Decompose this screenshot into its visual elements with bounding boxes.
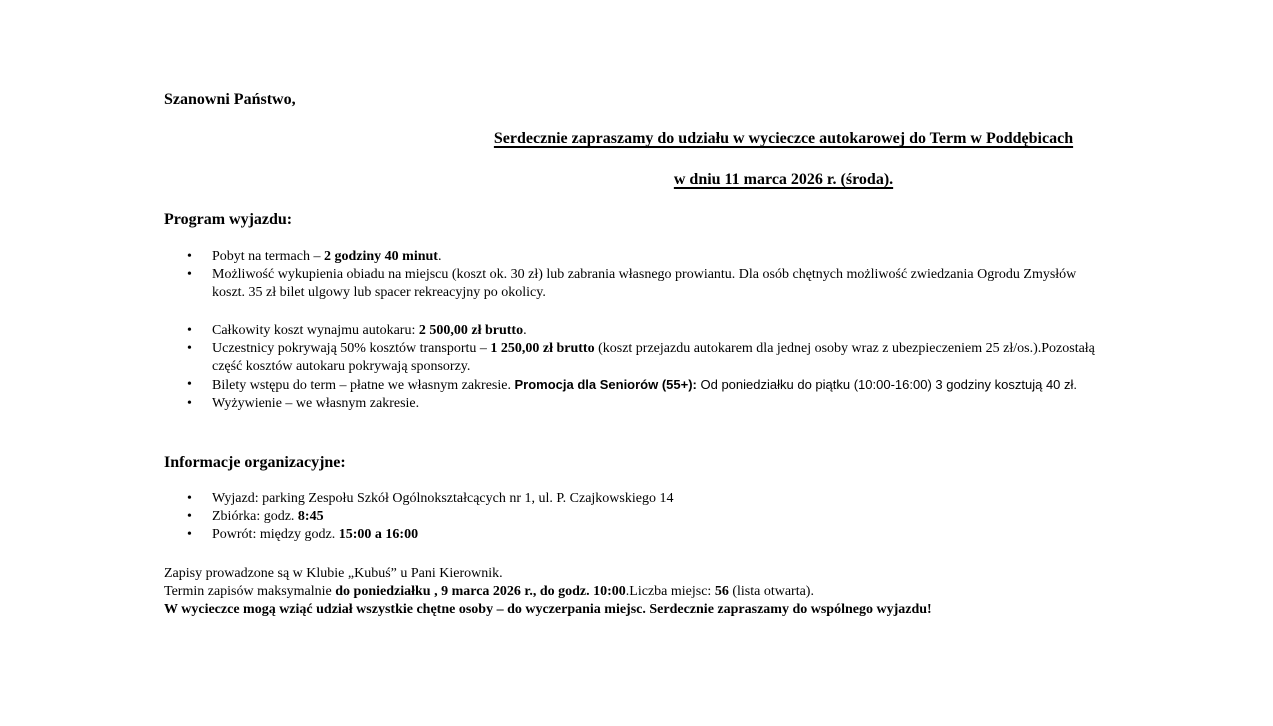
meeting-time: 8:45	[297, 509, 324, 524]
seat-count: 56	[714, 584, 729, 599]
participant-cost: 1 250,00 zł brutto	[490, 341, 595, 356]
program-list-b	[164, 322, 1099, 413]
invitation-title	[147, 130, 1273, 148]
list-item: • Wyżywienie – we własnym zakresie.	[164, 395, 1099, 413]
info-heading: Informacje organizacyjne:	[164, 454, 346, 471]
senior-promo-details: Od poniedziałku do piątku (10:00-16:00) 3 godziny kosztują 40 zł.	[696, 377, 1078, 392]
senior-promo-label: Promocja dla Seniorów (55+):	[514, 377, 697, 392]
bus-total-cost: 2 500,00 zł brutto	[418, 323, 524, 338]
signup-deadline: Termin zapisów maksymalnie do poniedziałku , 9 marca 2026 r., do godz. 10:00.Liczba miejsc: 56 (lista otwarta).	[164, 584, 814, 599]
footer-notes	[164, 565, 1104, 619]
invitation-title-text: Serdecznie zapraszamy do udziału w wycieczce autokarowej do Term w Poddębicach	[493, 130, 1074, 147]
list-item: • Bilety wstępu do term – płatne we własnym zakresie. Promocja dla Seniorów (55+): Od poniedziałku do piątku (10:00-16:00) 3 godziny kosztują 40 zł.	[164, 376, 1099, 395]
list-item: • Uczestnicy pokrywają 50% kosztów transportu – 1 250,00 zł brutto (koszt przejazdu autokarem dla jednej osoby wraz z ubezpieczeniem 25 zł/os.).Pozostałą część kosztów autokaru pokrywają sponsorzy.	[164, 340, 1099, 376]
program-heading: Program wyjazdu:	[164, 211, 293, 228]
list-item: • Wyjazd: parking Zespołu Szkół Ogólnokształcących nr 1, ul. P. Czajkowskiego 14	[164, 490, 1099, 508]
greeting: Szanowni Państwo,	[164, 91, 296, 108]
info-list	[164, 490, 1099, 544]
duration: 2 godziny 40 minut	[323, 249, 438, 264]
trip-date	[147, 171, 1273, 189]
list-item: • Zbiórka: godz. 8:45	[164, 508, 1099, 526]
program-list-a	[164, 248, 1099, 302]
return-time: 15:00 a 16:00	[338, 527, 419, 542]
trip-date-text: w dniu 11 marca 2026 r. (środa).	[673, 171, 894, 188]
list-item: • Możliwość wykupienia obiadu na miejscu (koszt ok. 30 zł) lub zabrania własnego prowiantu. Dla osób chętnych możliwość zwiedzania Ogrodu Zmysłów koszt. 35 zł bilet ulgowy lub spacer rekreacyjny po okolicy.	[164, 266, 1099, 302]
list-item: • Powrót: między godz. 15:00 a 16:00	[164, 526, 1099, 544]
signup-info: Zapisy prowadzone są w Klubie „Kubuś” u Pani Kierownik.	[164, 566, 503, 581]
list-item: • Pobyt na termach – 2 godziny 40 minut.	[164, 248, 1099, 266]
list-item: • Całkowity koszt wynajmu autokaru: 2 500,00 zł brutto.	[164, 322, 1099, 340]
closing-invitation: W wycieczce mogą wziąć udział wszystkie chętne osoby – do wyczerpania miejsc. Serdecznie zapraszamy do wspólnego wyjazdu!	[164, 602, 932, 617]
